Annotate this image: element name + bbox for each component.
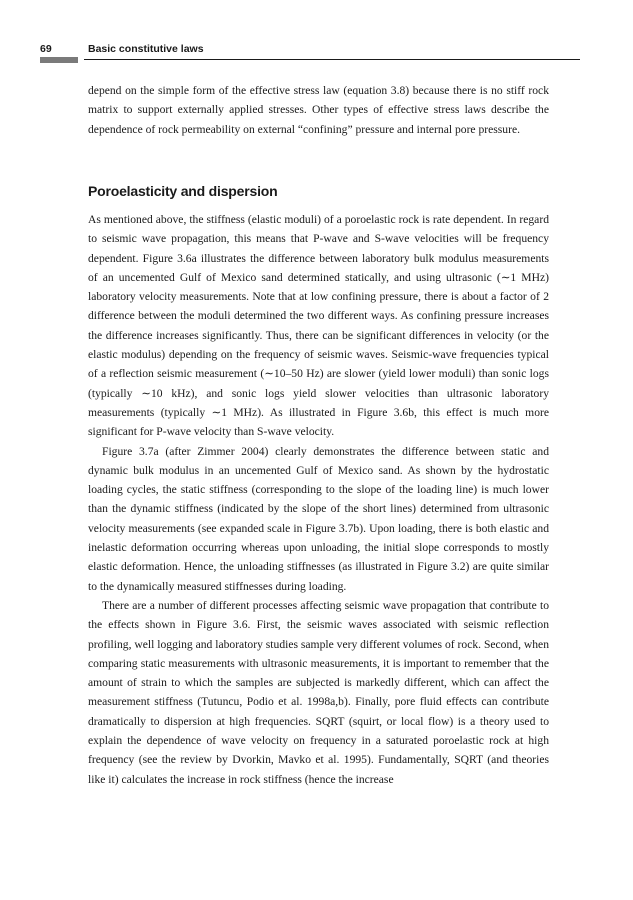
section-body: [88, 210, 549, 789]
body-paragraph: As mentioned above, the stiffness (elastic moduli) of a poroelastic rock is rate dependent. In regard to seismic wave propagation, this means that P-wave and S-wave velocities will be frequency dependent. Figure 3.6a illustrates the difference between laboratory bulk modulus measurements of an uncemented Gulf of Mexico sand determined statically, and using ultrasonic (∼1 MHz) laboratory velocity measurements. Note that at low confining pressure, there is about a factor of 2 difference between the moduli determined the two different ways. As confining pressure increases the difference increases significantly. Thus, there can be significant differences in velocity (or the elastic modulus) depending on the frequency of seismic waves. Seismic-wave frequencies typical of a reflection seismic measurement (∼10–50 Hz) are slower (yield lower moduli) than sonic logs (typically ∼10 kHz), and sonic logs yield slower velocities than ultrasonic laboratory measurements (typically ∼1 MHz). As illustrated in Figure 3.6b, this effect is much more significant for P-wave velocity than S-wave velocity.: [88, 213, 549, 439]
section-heading: Poroelasticity and dispersion: [88, 183, 278, 199]
running-title: Basic constitutive laws: [88, 43, 204, 55]
header-rule: [84, 59, 580, 60]
page-number: 69: [40, 43, 52, 55]
running-head: [40, 43, 580, 59]
body-paragraph: Figure 3.7a (after Zimmer 2004) clearly demonstrates the difference between static and dynamic bulk modulus in an uncemented Gulf of Mexico sand. As shown by the hydrostatic loading cycles, the static stiffness (corresponding to the slope of the loading line) is much lower than the dynamic stiffness (indicated by the slope of the short lines) determined from ultrasonic velocity measurements (see expanded scale in Figure 3.7b). Upon loading, there is both elastic and inelastic deformation occurring whereas upon unloading, the initial slope corresponds to mostly elastic deformation. Hence, the unloading stiffnesses (as illustrated in Figure 3.2) are quite similar to the dynamically measured stiffnesses during loading.: [88, 444, 549, 593]
intro-paragraph: depend on the simple form of the effective stress law (equation 3.8) because there is no stiff rock matrix to support externally applied stresses. Other types of effective stress laws describe the dependence of rock permeability on external “confining” pressure and internal pore pressure.: [88, 84, 549, 136]
intro-text: [88, 81, 549, 139]
folio-bar: [40, 57, 78, 63]
body-paragraph: There are a number of different processes affecting seismic wave propagation that contribute to the effects shown in Figure 3.6. First, the seismic waves associated with seismic reflection profiling, well logging and laboratory studies sample very different volumes of rock. Second, when comparing static measurements with ultrasonic measurements, it is important to remember that the amount of strain to which the samples are subjected is markedly different, which can affect the measurement stiffness (Tutuncu, Podio et al. 1998a,b). Finally, pore fluid effects can contribute dramatically to dispersion at high frequencies. SQRT (squirt, or local flow) is a theory used to explain the dependence of wave velocity on frequency in a saturated poroelastic rock at high frequency (see the review by Dvorkin, Mavko et al. 1995). Fundamentally, SQRT (and theories like it) calculates the increase in rock stiffness (hence the increase: [88, 598, 549, 786]
